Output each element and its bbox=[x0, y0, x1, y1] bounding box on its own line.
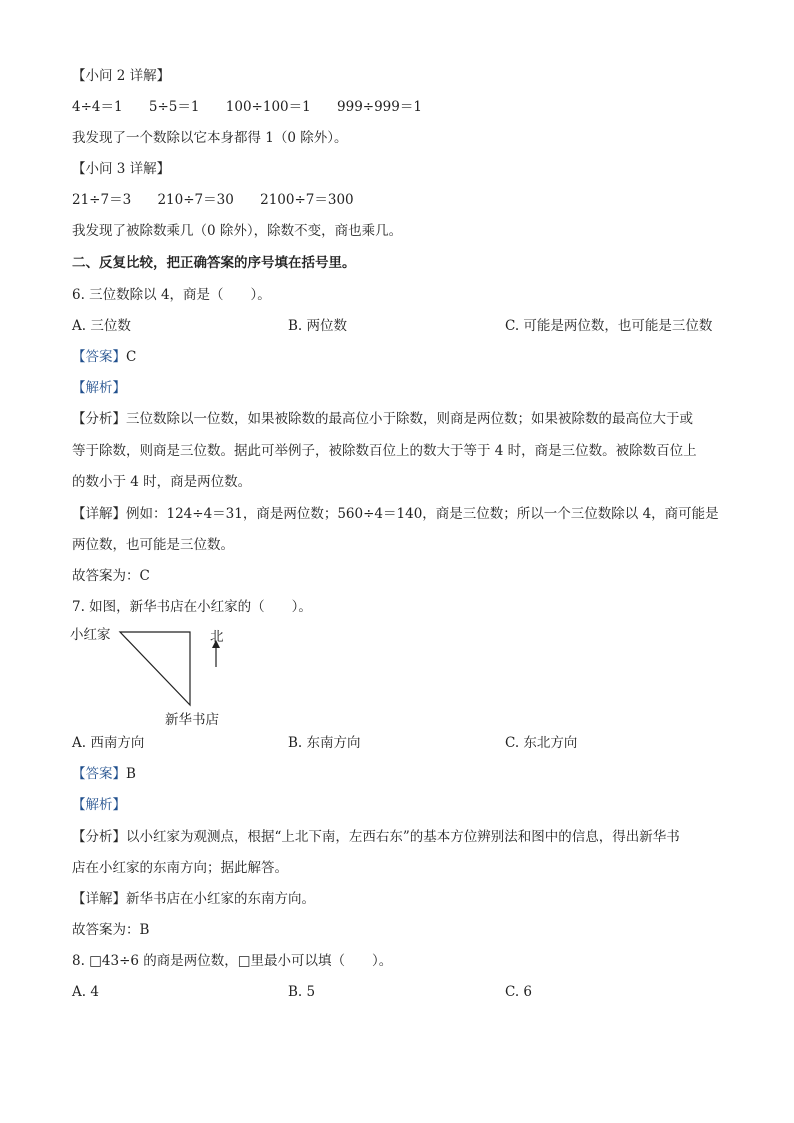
store-label: 新华书店 bbox=[165, 712, 219, 728]
q3-equations bbox=[72, 190, 376, 210]
q2-equations bbox=[72, 97, 444, 117]
q6-answer-line bbox=[72, 347, 136, 367]
q7-fenxi-line-2: 店在小红家的东南方向；据此解答。 bbox=[72, 860, 288, 876]
fenxi-tag: 【分析】 bbox=[72, 829, 126, 845]
answer-value: C bbox=[126, 349, 137, 365]
equation: 999÷999＝1 bbox=[337, 99, 422, 115]
q6-xiangjie-line-2: 两位数，也可能是三位数。 bbox=[72, 537, 234, 553]
equation: 2100÷7＝300 bbox=[260, 192, 354, 208]
section-title: 二、反复比较，把正确答案的序号填在括号里。 bbox=[72, 255, 356, 271]
q6-option-c: C. 可能是两位数，也可能是三位数 bbox=[505, 318, 713, 334]
xiangjie-text: 新华书店在小红家的东南方向。 bbox=[126, 891, 315, 907]
q6-fenxi-line-1 bbox=[72, 409, 693, 429]
home-label: 小红家 bbox=[70, 627, 111, 643]
fenxi-text: 以小红家为观测点，根据“上北下南，左西右东”的基本方位辨别法和图中的信息，得出新华书 bbox=[126, 829, 680, 845]
q8-option-c: C. 6 bbox=[505, 984, 533, 1000]
north-label: 北 bbox=[210, 629, 224, 645]
q8-stem: 8. □43÷6 的商是两位数，□里最小可以填（ ）。 bbox=[72, 953, 393, 969]
direction-diagram bbox=[70, 620, 250, 730]
q7-option-b: B. 东南方向 bbox=[288, 735, 361, 751]
q6-stem: 6. 三位数除以 4，商是（ ）。 bbox=[72, 287, 271, 303]
equation: 5÷5＝1 bbox=[148, 99, 200, 115]
q6-xiangjie-line-1 bbox=[72, 504, 719, 524]
q6-final: 故答案为：C bbox=[72, 568, 150, 584]
fenxi-text: 三位数除以一位数，如果被除数的最高位小于除数，则商是两位数；如果被除数的最高位大于或 bbox=[126, 411, 693, 427]
q6-option-a: A. 三位数 bbox=[72, 318, 131, 334]
triangle-shape bbox=[120, 632, 190, 705]
q7-option-a: A. 西南方向 bbox=[72, 735, 145, 751]
q6-option-b: B. 两位数 bbox=[288, 318, 348, 334]
q7-answer-line bbox=[72, 764, 136, 784]
answer-value: B bbox=[126, 766, 136, 782]
q7-stem: 7. 如图，新华书店在小红家的（ ）。 bbox=[72, 599, 312, 615]
q2-detail-heading: 【小问 2 详解】 bbox=[72, 68, 171, 84]
equation: 210÷7＝30 bbox=[157, 192, 234, 208]
q6-fenxi-line-3: 的数小于 4 时，商是两位数。 bbox=[72, 474, 252, 490]
equation: 100÷100＝1 bbox=[225, 99, 311, 115]
q2-conclusion: 我发现了一个数除以它本身都得 1（0 除外）。 bbox=[72, 130, 348, 146]
xiangjie-tag: 【详解】 bbox=[72, 891, 126, 907]
q7-xiangjie-line bbox=[72, 889, 315, 909]
q7-option-c: C. 东北方向 bbox=[505, 735, 578, 751]
q3-detail-heading: 【小问 3 详解】 bbox=[72, 161, 171, 177]
q7-analysis-tag: 【解析】 bbox=[72, 797, 126, 813]
answer-tag: 【答案】 bbox=[72, 766, 126, 782]
equation: 4÷4＝1 bbox=[72, 99, 123, 115]
fenxi-tag: 【分析】 bbox=[72, 411, 126, 427]
q3-conclusion: 我发现了被除数乘几（0 除外），除数不变，商也乘几。 bbox=[72, 223, 403, 239]
xiangjie-text: 例如：124÷4＝31，商是两位数；560÷4＝140，商是三位数；所以一个三位数除以 4，商可能是 bbox=[126, 506, 719, 522]
xiangjie-tag: 【详解】 bbox=[72, 506, 126, 522]
answer-tag: 【答案】 bbox=[72, 349, 126, 365]
q6-analysis-tag: 【解析】 bbox=[72, 380, 126, 396]
q6-fenxi-line-2: 等于除数，则商是三位数。据此可举例子，被除数百位上的数大于等于 4 时，商是三位数。被除数百位上 bbox=[72, 443, 697, 459]
q7-final: 故答案为：B bbox=[72, 922, 150, 938]
q8-option-b: B. 5 bbox=[288, 984, 316, 1000]
equation: 21÷7＝3 bbox=[72, 192, 132, 208]
q7-fenxi-line-1 bbox=[72, 827, 680, 847]
q8-option-a: A. 4 bbox=[72, 984, 99, 1000]
